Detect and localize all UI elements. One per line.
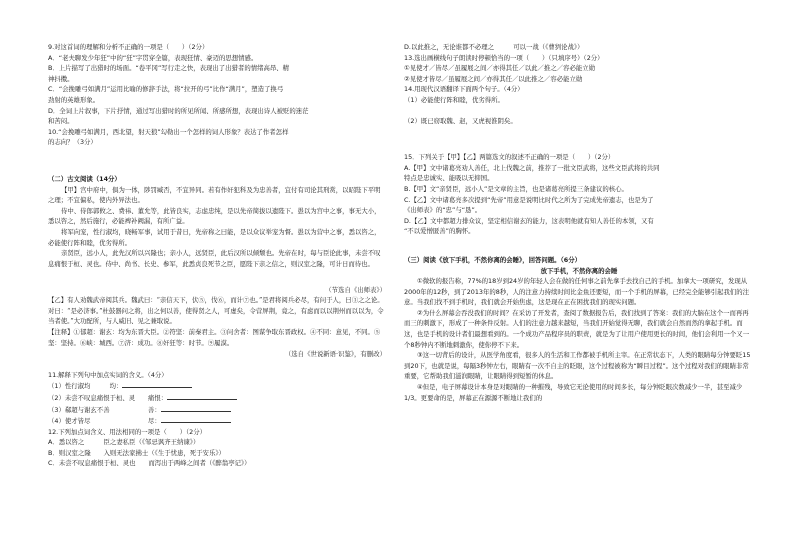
q15-line: 特点是忠诚实、能吸以无抑国。 <box>404 174 494 183</box>
article-paragraph: ③这一切背后的设计，从医学角度看，很多人的生活和工作都被手机所主宰。在正常状态下，人类的眼睛每分钟要眨15到20下，也就是说，每隔3秒钟左右，眼睛有一次不自主的眨眼，这个过程被称为“瞬目过程”。这个过程对我们的眼睛非常重要，它帮助我们滋润眼睛，让眼睛得到短暂的休息。 <box>404 351 751 381</box>
q15-line: 《出师表》的“忠”与“恳”。 <box>404 206 482 215</box>
question-9 <box>48 42 386 127</box>
q10-line: 的志向？（3分） <box>48 138 97 147</box>
q9-line: D．全词上片叙事，下片抒情，通过写出猎时的所见所闻、所感所想，表现出诗人被贬的迷茫 <box>48 106 309 115</box>
q14-item: （2）既已窃取魏、赵，又虎视淮阴矣。 <box>404 116 517 125</box>
classical-passage <box>48 185 386 285</box>
q15-line: “不以爱憎匿善”的胸怀。 <box>404 227 475 236</box>
q12-option: B．则汉室之隆 入则无法家拂士（《生于忧患，死于安乐》） <box>48 448 225 457</box>
q15-line: 15．下列关于【甲】【乙】两篇选文的叙述不正确的一项是（ ）（2分） <box>404 153 615 162</box>
right-column <box>404 42 754 466</box>
section-3-title: （三）阅读《放下手机，不然你离的会睡》，回答问题。（6分） <box>404 255 581 264</box>
passage-paragraph: 将军向宠，性行淑均，晓畅军事，试用于昔日，先帝称之曰能，是以众议举宠为督。愚以为营中之事，悉以咨之，必能使行阵和睦，优劣得所。 <box>48 227 381 247</box>
q10-line: 10.“会挽雕弓如满月，西北望，射天狼”勾勒出一个怎样的词人形象？表达了作者怎样 <box>48 127 289 136</box>
source-a: （节选自《出师表》） <box>325 285 386 294</box>
q13-option: ②见使才皆尽／虽履屐之间／亦得其任／以此推之／容必能立勋 <box>404 74 583 83</box>
article-paragraph: ②为什么屏幕会吞没我们的时间？在采访了开发者，查阅了数据报告后，我们找到了答案：我们的大脑在这个一而再再而三的刺激下，形成了一种条件反射。人们的注意力越来越短，当我们开始觉得无聊，我们就会自然而然的拿起手机。而这，也是手机的设计者们最想看到的。一个成功产品程序员的职责，就是为了让用户使用更长的时间，他们会利用一个又一个8秒钟内不断地刺激你，使你停不下来。 <box>404 308 750 349</box>
q9-line: B．上片描写了出猎时的场面。“卷平冈”写行走之快，表现出了出猎者的情绪高昂、精 <box>48 64 290 73</box>
q9-line: 9.对这首词的理解和分析不正确的一项是（ ）（2分） <box>48 43 209 51</box>
passage-paragraph: 亲贤臣，远小人，此先汉所以兴隆也；亲小人，远贤臣，此后汉所以倾颓也。先帝在时，每与臣论此事，未尝不叹息痛恨于桓、灵也。侍中、尚书、长史、参军，此悉贞良死节之臣，愿陛下亲之信之，则汉室之隆，可计日而待也。 <box>48 249 381 268</box>
q11-item: （2）未尝不叹息痛恨于桓、灵 痛恨： <box>48 392 386 404</box>
passage-b: 【乙】有人劝魏武帝阅其兵。魏武曰：“亲信天下，伏⑤，伐⑥，而计⑦也。”是君将阅兵必尽，有问于人，曰③之之论。对曰：“是必济事。”杜鼓器问之将，出之何以善，使得贤之人，可虚矣，令营屏荆，竟之，有虑而以以荆州而以以为，令当者使。”大功配所，与人威旧、见之兼取说。 <box>48 296 384 326</box>
article-paragraph: ④但是，电子屏幕设计本身是对眼睛的一种摧残，导致它无论使用的时间多长，每分钟眨眼次数减少一半，甚至减少1/3。更要命的是，屏幕正在源源不断地让我们的 <box>404 383 743 402</box>
q9-line: C．“会挽雕弓如满月”运用比喻的修辞手法，将“拉开的弓”比作“满月”，塑造了换弓 <box>48 85 284 94</box>
question-13: 13.选出画横线句子朗读时停顿恰当的一项（ ）（只填序号）（2分） <box>404 53 604 62</box>
section-2-title: （二）古文阅读（14分） <box>48 174 121 183</box>
q11-item: （1）性行淑均 均： <box>48 380 386 392</box>
q12-option-d: D.以此推之，无论谁都不必理之 可以一战（《曹刿论战》） <box>404 43 584 51</box>
notes-source: （选自《世说新语·识鉴》，有删改） <box>284 350 386 359</box>
article-title: 放下手机，不然你离的会睡 <box>540 266 618 275</box>
article-body <box>404 276 754 466</box>
q15-line: A.【甲】文中诸葛亮劝人善任，北上伐魏之前，推荐了一批文臣武将，这些文臣武将的共同 <box>404 163 660 172</box>
question-11: 11.解释下列句中加点实词的含义。（4分） <box>48 370 168 379</box>
q9-line: A．“老夫聊发少年狂”中的“狂”字贯穿全篇，表现狂情、豪迈的思想情感。 <box>48 53 258 62</box>
question-14: 14.用现代汉语翻译下面两个句子。（4分） <box>404 85 524 94</box>
q11-item: （4）使才皆尽 尽： <box>48 415 386 427</box>
q9-line: 劲射的英雄形象。 <box>48 95 100 104</box>
q9-line: 和苦闷。 <box>48 117 74 126</box>
notes: 【注释】①郁超：谢玄：均为东晋大臣。②符坚：前秦君主。③问舍者：图谋争取东晋政权。④不同：意见，不同。⑤坚：坚持。⑥峡：城西。⑦济：成功。⑧奸狂等：时节。⑨履漠。 <box>48 328 381 347</box>
article-paragraph: ①微软的报告称，77%的18岁到24岁的年轻人会在做的任何事之前先拿手去找自己的手机。加拿大一项研究，发现从2000年的12秒，到了2013年的8秒，人的注意力持续时间比金鱼还要短，而一个手机的屏幕，已经完全能够引起我们的注意。当我们找不到手机时，我们就会开始焦虑，这是现在正在困扰我们的现实问题。 <box>404 277 750 307</box>
q15-line: D.【乙】文中都超力排众议，坚定相信谢玄的能力，这表明他就有知人善任的本领，又有 <box>404 216 654 225</box>
q15-line: B.【甲】文“亲贤臣，远小人”是文章的主旨，也是诸葛亮所提三条建议的核心。 <box>404 184 628 193</box>
question-12: 12.下列加点词含义、用法相同的一项是（ ）（2分） <box>48 427 207 436</box>
passage-paragraph: 【甲】宫中府中，俱为一体，陟罚臧否，不宜异同。若有作奸犯科及为忠善者，宜付有司论其刑赏，以昭陛下平明之理；不宜偏私，使内外异法也。 <box>48 185 381 205</box>
question-15 <box>404 152 754 237</box>
q12-option: C．未尝不叹息痛恨于桓、灵也 而泻出于两峰之间者（《醉翁亭记》） <box>48 459 251 468</box>
q15-line: C.【乙】文中诸葛亮多次提到“先帝”用意是说明比时代之所为了完成先帝遗志，也是为了 <box>404 195 654 204</box>
question-10 <box>48 127 386 148</box>
q11-item: （3）郗超与谢玄不善 善： <box>48 404 386 416</box>
left-column <box>48 42 386 469</box>
q12-option: A．悉以咨之 臣之妻私臣（《邹忌讽齐王纳谏》） <box>48 438 200 447</box>
passage-paragraph: 侍中、侍郎郭攸之、费祎、董允等，此皆良实，志虑忠纯，是以先帝简拔以遗陛下。愚以为宫中之事，事无大小，悉以咨之，然后施行，必能裨补阙漏，有所广益。 <box>48 206 381 226</box>
q13-option: ①见使才／皆尽／虽履屐之间／亦得其任／以此／推之／容必能立勋 <box>404 64 596 73</box>
q9-line: 神抖擞。 <box>48 74 74 83</box>
q14-item: （1）必能使行阵和睦，优劣得所。 <box>404 95 504 104</box>
